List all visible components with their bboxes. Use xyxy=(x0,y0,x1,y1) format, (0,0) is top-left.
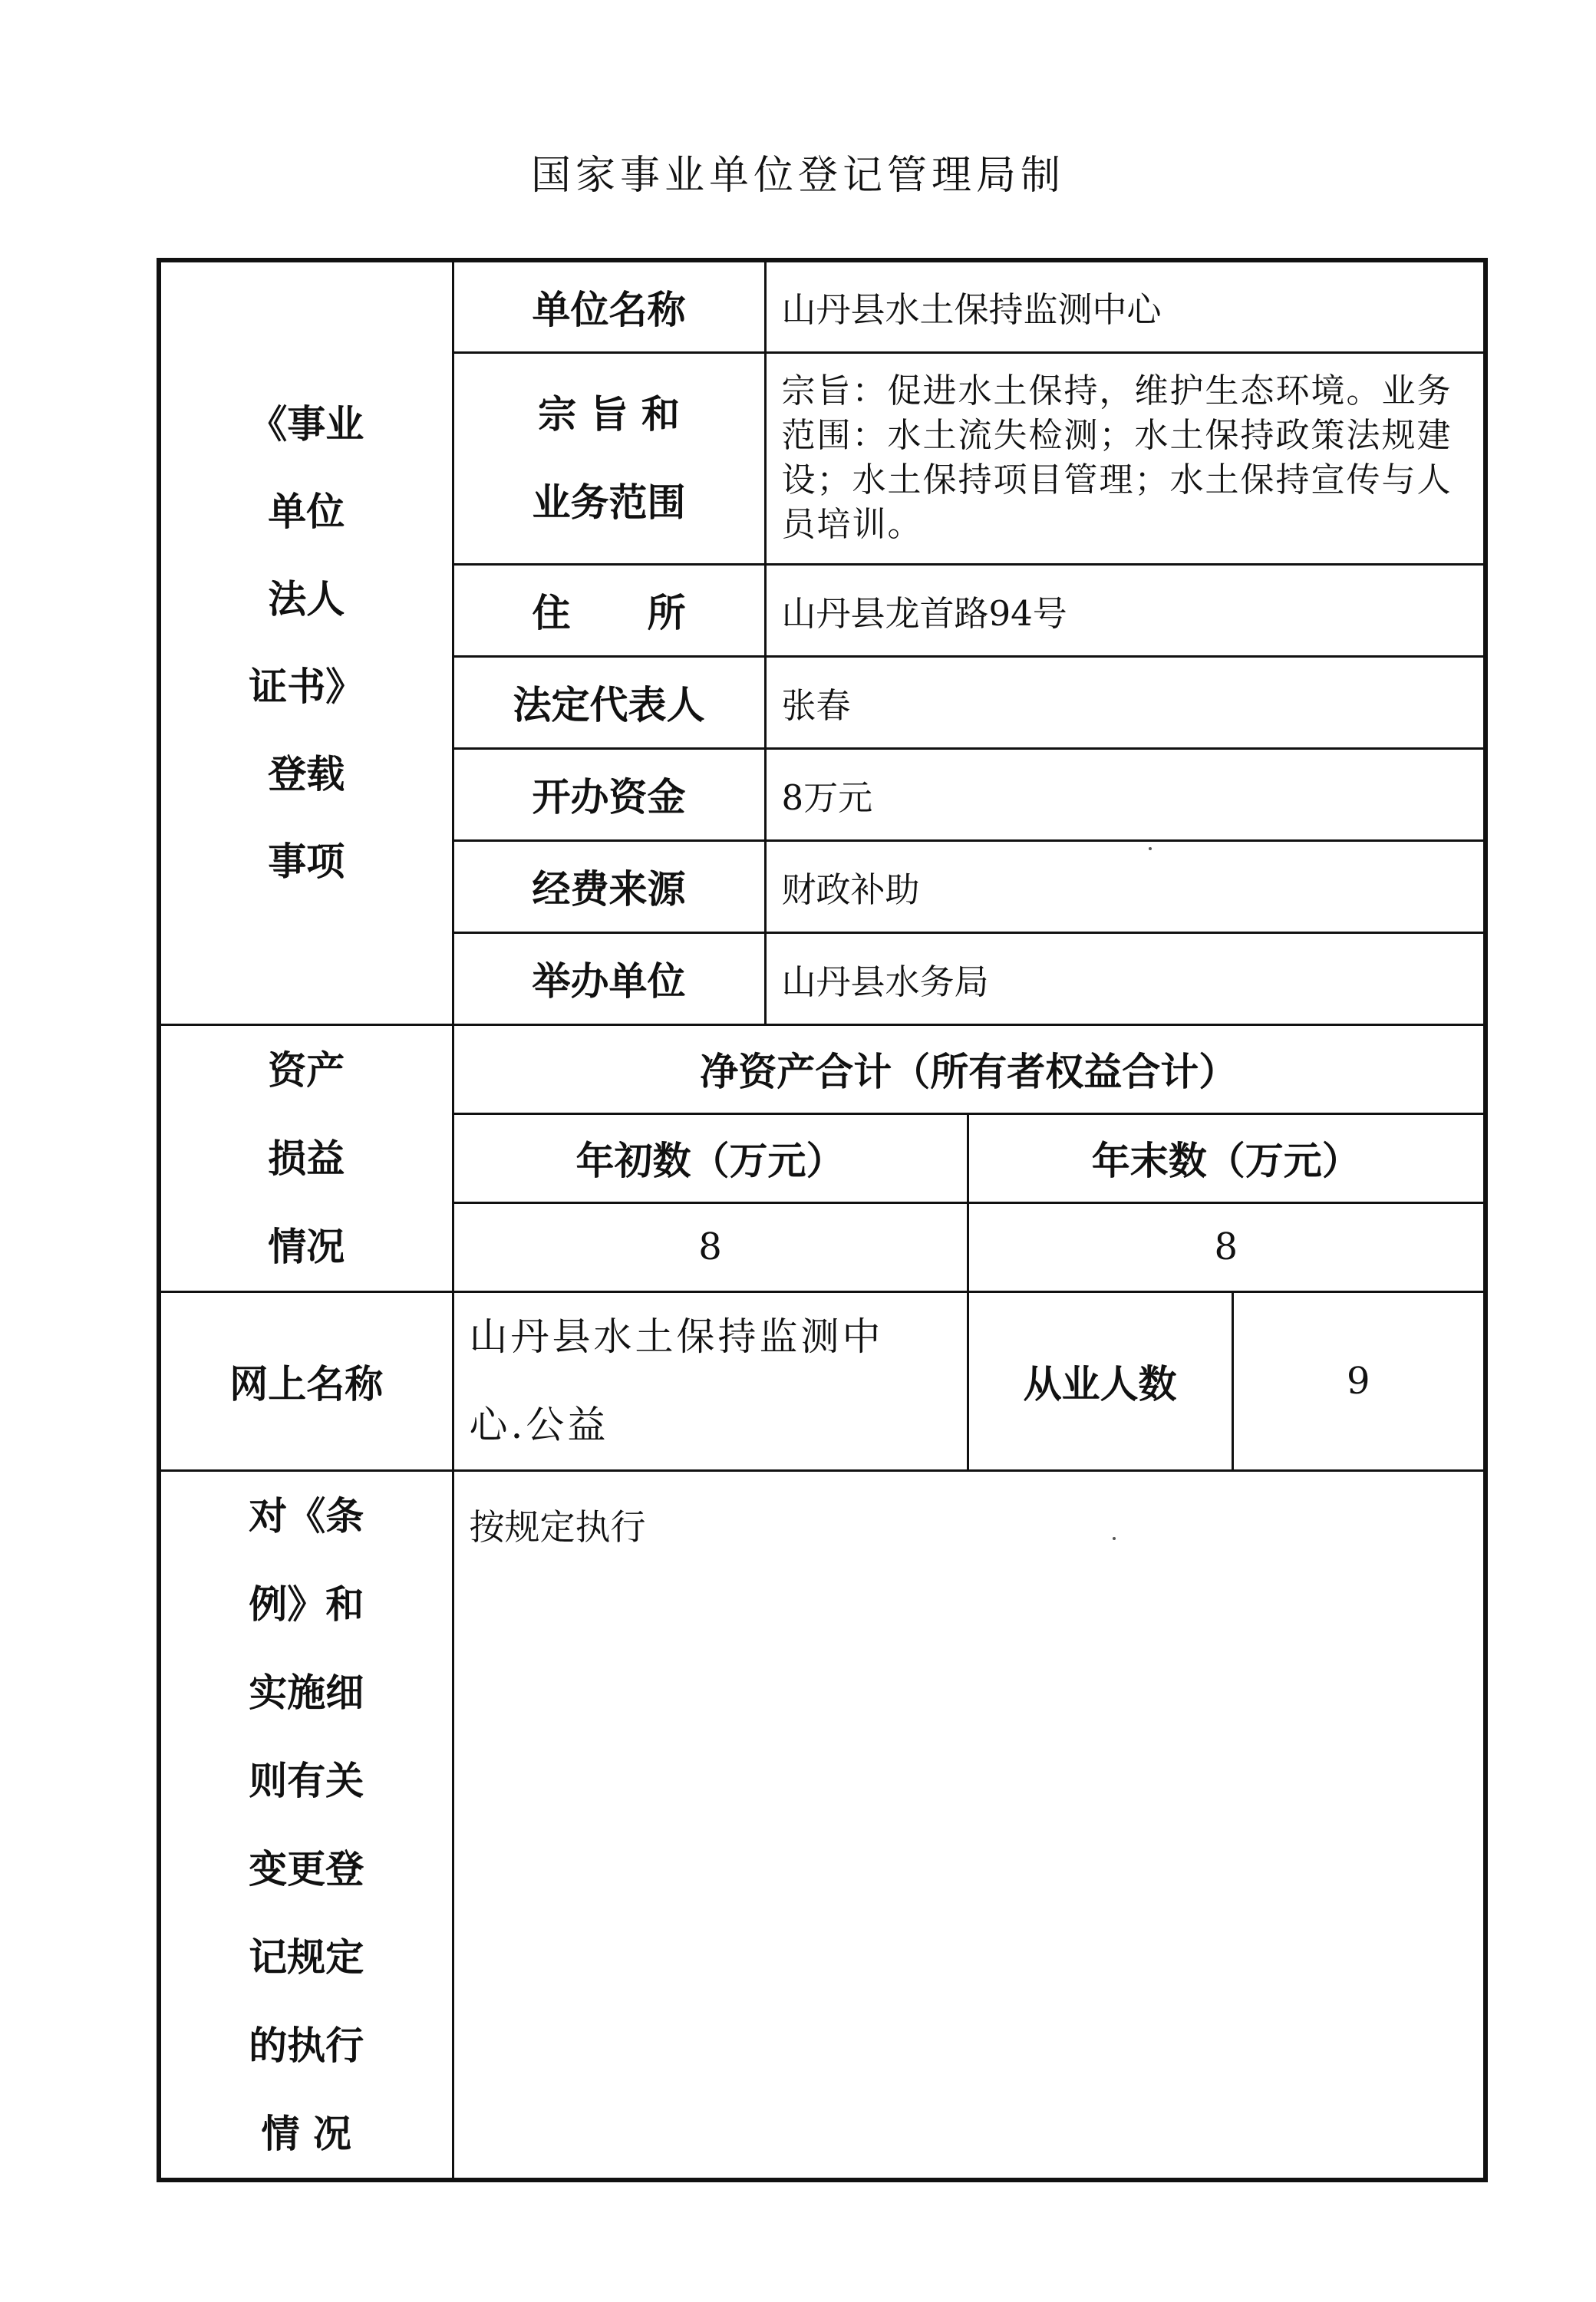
end-year-value: 8 xyxy=(968,1202,1486,1291)
unit-name-label: 单位名称 xyxy=(453,260,765,352)
certificate-section-label: 《事业 单位 法人 证书》 登载 事项 xyxy=(159,260,453,1024)
purpose-scope-value: 宗旨：促进水土保持，维护生态环境。业务范围：水土流失检测；水土保持政策法规建设；水土保持项目管理；水土保持宣传与人员培训。 xyxy=(765,352,1486,564)
beginning-year-value: 8 xyxy=(453,1202,968,1291)
sponsor-unit-value: 山丹县水务局 xyxy=(765,932,1486,1024)
row-unit-name xyxy=(159,260,1486,352)
end-year-header: 年末数（万元） xyxy=(968,1113,1486,1202)
purpose-scope-label: 宗 旨 和 业务范围 xyxy=(453,352,765,564)
row-net-assets-header xyxy=(159,1024,1486,1113)
assets-section-label: 资产 损益 情况 xyxy=(159,1024,453,1291)
scan-speck xyxy=(1149,847,1152,850)
unit-name-value: 山丹县水土保持监测中心 xyxy=(765,260,1486,352)
funding-source-label: 经费来源 xyxy=(453,840,765,932)
address-value: 山丹县龙首路94号 xyxy=(765,564,1486,656)
net-assets-header: 净资产合计（所有者权益合计） xyxy=(453,1024,1486,1113)
address-label: 住 所 xyxy=(453,564,765,656)
scan-speck xyxy=(1113,1537,1116,1540)
sponsor-unit-label: 举办单位 xyxy=(453,932,765,1024)
page-title: 国家事业单位登记管理局制 xyxy=(530,153,1065,199)
staff-count-value: 9 xyxy=(1232,1291,1486,1470)
implementation-label: 对《条 例》和 实施细 则有关 变更登 记规定 的执行 情 况 xyxy=(159,1470,453,2180)
startup-funds-label: 开办资金 xyxy=(453,748,765,840)
row-online-name xyxy=(159,1291,1486,1470)
beginning-year-header: 年初数（万元） xyxy=(453,1113,968,1202)
staff-count-label: 从业人数 xyxy=(968,1291,1232,1470)
online-name-label: 网上名称 xyxy=(159,1291,453,1470)
legal-representative-label: 法定代表人 xyxy=(453,656,765,748)
registration-form-table xyxy=(157,258,1488,2182)
online-name-value: 山丹县水土保持监测中 心.公益 xyxy=(453,1291,968,1470)
row-implementation xyxy=(159,1470,1486,2180)
implementation-value: 按规定执行 xyxy=(453,1470,1486,2180)
legal-representative-value: 张春 xyxy=(765,656,1486,748)
funding-source-value: 财政补助 xyxy=(765,840,1486,932)
startup-funds-value: 8万元 xyxy=(765,748,1486,840)
